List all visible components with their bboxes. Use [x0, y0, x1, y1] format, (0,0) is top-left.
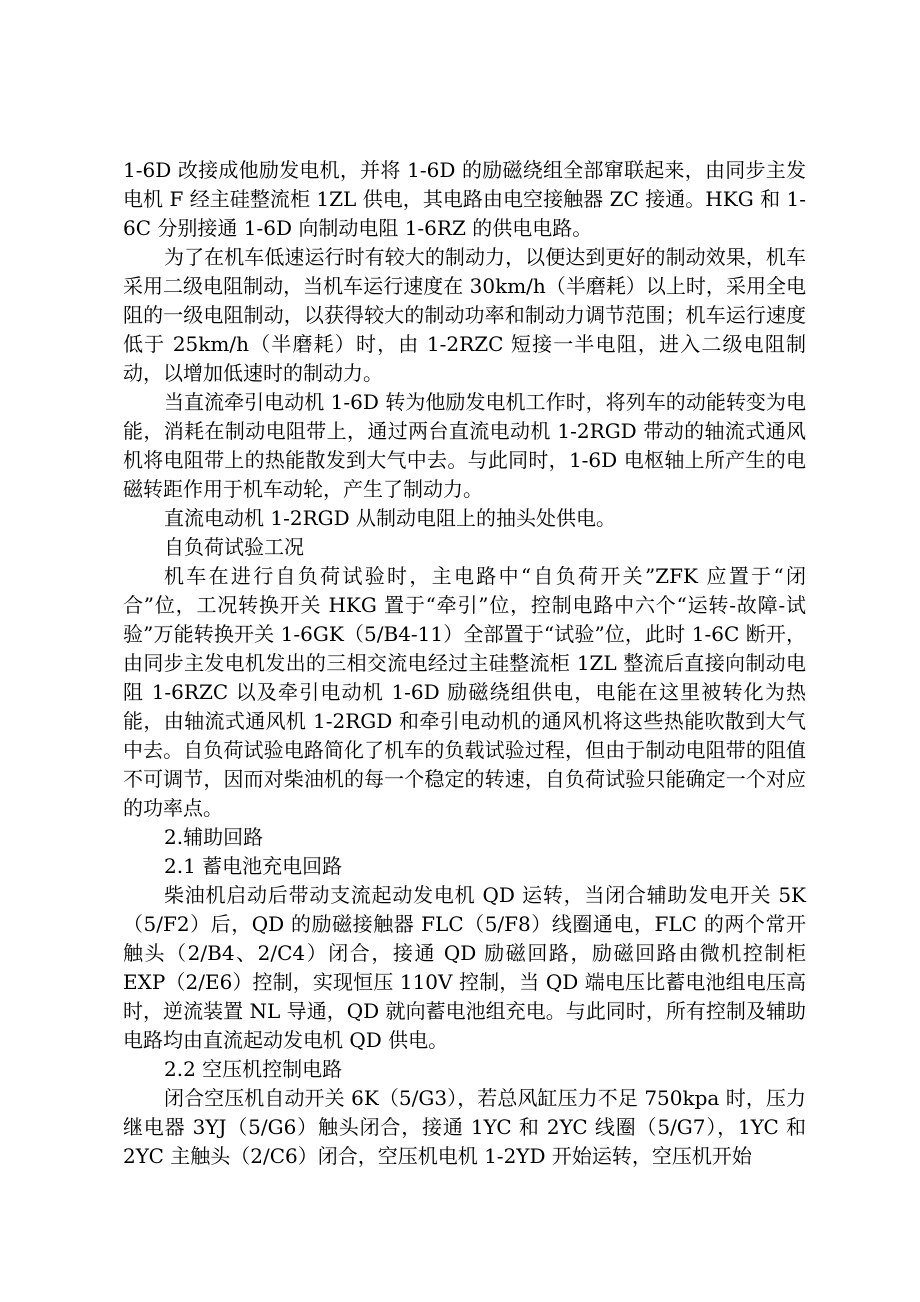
paragraph-rgd-supply: 直流电动机 1-2RGD 从制动电阻上的抽头处供电。 [164, 506, 616, 530]
heading-compressor-control: 2.2 空压机控制电路 [164, 1057, 343, 1081]
paragraph-self-load-test: 机车在进行自负荷试验时，主电路中“自负荷开关”ZFK 应置于“闭合”位，工况转换开关 HKG 置于“牵引”位，控制电路中六个“运转-故障-试验”万能转换开关 1-6GK（5/B4-11）全部置于“试验”位，此时 1-6C 断开，由同步主发电机发出的三相交流电经过主硅整流柜 1ZL 整流后直接向制动电阻 1-6RZC 以及牵引电动机 1-6D 励磁绕组供电，电能在这里被转化为热能，由轴流式通风机 1-2RGD 和牵引电动机的通风机将这些热能吹散到大气中去。自负荷试验电路简化了机车的负载试验过程，但由于制动电阻带的阻值不可调节，因而对柴油机的每一个稳定的转速，自负荷试验只能确定一个对应的功率点。 [123, 564, 806, 820]
heading-battery-charging: 2.1 蓄电池充电回路 [164, 854, 343, 878]
paragraph-two-stage-braking: 为了在机车低速运行时有较大的制动力，以便达到更好的制动效果，机车采用二级电阻制动，当机车运行速度在 30km/h（半磨耗）以上时，采用全电阻的一级电阻制动，以获得较大的制动功率和制动力调节范围；机车运行速度低于 25km/h（半磨耗）时，由 1-2RZC 短接一半电阻，进入二级电阻制动，以增加低速时的制动力。 [123, 245, 806, 385]
paragraph-brake-circuit: 1-6D 改接成他励发电机，并将 1-6D 的励磁绕组全部窜联起来，由同步主发电机 F 经主硅整流柜 1ZL 供电，其电路由电空接触器 ZC 接通。HKG 和 1-6C 分别接通 1-6D 向制动电阻 1-6RZ 的供电电路。 [123, 158, 806, 240]
heading-auxiliary-circuit: 2.辅助回路 [164, 825, 264, 849]
document-page [123, 156, 806, 1171]
paragraph-battery-charging: 柴油机启动后带动支流起动发电机 QD 运转，当闭合辅助发电开关 5K（5/F2）后，QD 的励磁接触器 FLC（5/F8）线圈通电，FLC 的两个常开触头（2/B4、2/C4）闭合，接通 QD 励磁回路，励磁回路由微机控制柜 EXP（2/E6）控制，实现恒压 110V 控制，当 QD 端电压比蓄电池组电压高时，逆流装置 NL 导通，QD 就向蓄电池组充电。与此同时，所有控制及辅助电路均由直流起动发电机 QD 供电。 [123, 883, 806, 1052]
heading-self-load-test: 自负荷试验工况 [164, 535, 304, 559]
paragraph-generator-mode: 当直流牵引电动机 1-6D 转为他励发电机工作时，将列车的动能转变为电能，消耗在制动电阻带上，通过两台直流电动机 1-2RGD 带动的轴流式通风机将电阻带上的热能散发到大气中去。与此同时，1-6D 电枢轴上所产生的电磁转距作用于机车动轮，产生了制动力。 [123, 390, 806, 501]
paragraph-compressor-control: 闭合空压机自动开关 6K（5/G3），若总风缸压力不足 750kpa 时，压力继电器 3YJ（5/G6）触头闭合，接通 1YC 和 2YC 线圈（5/G7），1YC 和 2YC 主触头（2/C6）闭合，空压机电机 1-2YD 开始运转，空压机开始 [123, 1086, 806, 1168]
